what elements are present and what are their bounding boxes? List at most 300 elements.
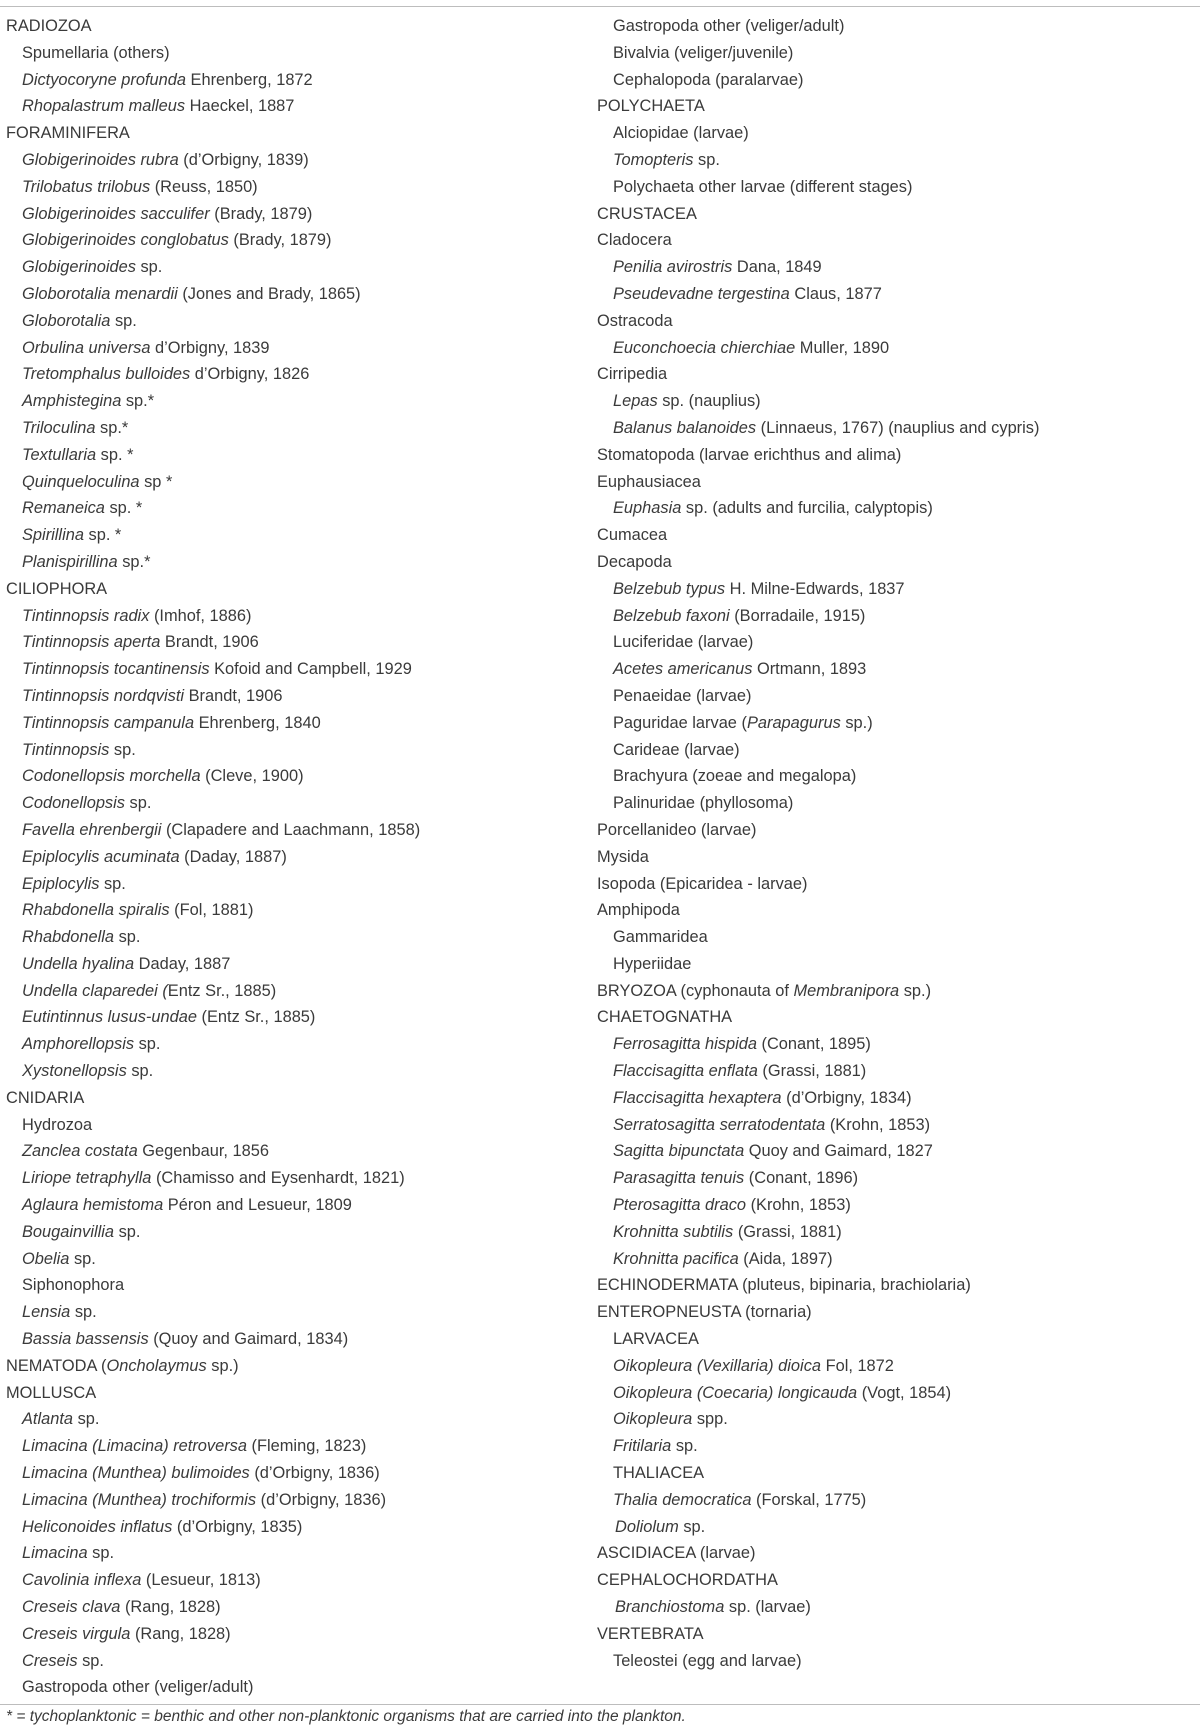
taxon-text: CNIDARIA — [6, 1088, 85, 1107]
taxon-name: Limacina — [22, 1544, 88, 1563]
taxon-name: Oikopleura — [613, 1410, 693, 1429]
taxon-name: Epiplocylis — [22, 874, 100, 893]
taxon-name: Membranipora — [793, 981, 900, 1000]
taxon-name: Remaneica — [22, 499, 105, 518]
taxon-text: Decapoda — [597, 552, 672, 571]
taxon-group-heading — [597, 308, 1197, 335]
taxon-entry — [597, 254, 1197, 281]
taxon-entry — [597, 710, 1197, 737]
taxon-group-heading — [6, 1353, 586, 1380]
taxon-name: Belzebub faxoni — [613, 606, 730, 625]
taxon-name: Tintinnopsis radix — [22, 606, 150, 625]
taxon-entry — [6, 817, 586, 844]
taxon-text: VERTEBRATA — [597, 1624, 704, 1643]
taxon-text: sp.* — [95, 418, 129, 437]
taxon-text: Gegenbaur, 1856 — [137, 1142, 269, 1161]
taxon-group-heading — [597, 978, 1197, 1005]
taxon-entry — [597, 1433, 1197, 1460]
taxon-name: Oncholaymus — [106, 1356, 207, 1375]
taxon-name: Ferrosagitta hispida — [613, 1035, 757, 1054]
taxon-name: Rhopalastrum malleus — [22, 97, 186, 116]
table-top-rule — [0, 6, 1200, 7]
taxon-name: Pterosagitta draco — [613, 1196, 747, 1215]
taxon-text: Ehrenberg, 1840 — [194, 713, 321, 732]
taxon-text: sp. — [114, 928, 141, 947]
taxon-text: (Forskal, 1775) — [751, 1490, 867, 1509]
taxon-text: Ehrenberg, 1872 — [186, 70, 313, 89]
taxon-text: Dana, 1849 — [732, 258, 822, 277]
taxon-text: Teleostei (egg and larvae) — [613, 1651, 802, 1670]
taxon-name: Pseudevadne tergestina — [613, 284, 790, 303]
taxon-text: Cephalopoda (paralarvae) — [613, 70, 804, 89]
taxon-entry — [597, 1648, 1197, 1675]
taxon-name: Favella ehrenbergii — [22, 820, 162, 839]
taxon-name: Rhabdonella spiralis — [22, 901, 170, 920]
taxon-entry — [597, 683, 1197, 710]
taxon-entry — [597, 1192, 1197, 1219]
taxon-entry — [6, 93, 586, 120]
taxon-text: ENTEROPNEUSTA (tornaria) — [597, 1303, 812, 1322]
taxon-name: Tintinnopsis tocantinensis — [22, 660, 210, 679]
taxon-text: (Quoy and Gaimard, 1834) — [148, 1330, 349, 1349]
taxon-text: Paguridae larvae ( — [613, 713, 747, 732]
taxon-text: sp. (adults and furcilia, calyptopis) — [681, 499, 933, 518]
taxon-name: Lepas — [613, 392, 658, 411]
taxon-text: (Daday, 1887) — [179, 847, 287, 866]
taxon-entry — [6, 40, 586, 67]
taxon-name: Dictyocoryne profunda — [22, 70, 186, 89]
taxon-name: Tretomphalus bulloides — [22, 365, 191, 384]
taxon-text: Péron and Lesueur, 1809 — [163, 1196, 352, 1215]
taxon-entry — [6, 415, 586, 442]
taxon-entry — [6, 629, 586, 656]
taxon-text: sp.* — [121, 392, 155, 411]
taxon-text: d’Orbigny, 1839 — [150, 338, 270, 357]
taxon-text: (Brady, 1879) — [228, 231, 332, 250]
taxon-text: NEMATODA ( — [6, 1356, 107, 1375]
taxon-entry — [6, 1272, 586, 1299]
taxon-group-heading — [6, 1085, 586, 1112]
taxon-name: Parasagitta tenuis — [613, 1169, 745, 1188]
taxon-text: sp.) — [840, 713, 873, 732]
taxon-entry — [6, 1165, 586, 1192]
taxon-text: (Entz Sr., 1885) — [196, 1008, 316, 1027]
taxon-entry — [597, 1246, 1197, 1273]
taxon-entry — [6, 1540, 586, 1567]
taxon-text: Brandt, 1906 — [184, 686, 283, 705]
taxon-text: (d’Orbigny, 1834) — [781, 1088, 912, 1107]
taxon-entry — [597, 1406, 1197, 1433]
taxon-text: sp.) — [899, 981, 932, 1000]
taxon-group-heading — [597, 1567, 1197, 1594]
taxon-text: Ortmann, 1893 — [752, 660, 867, 679]
taxon-group-heading — [597, 93, 1197, 120]
taxon-group-heading — [597, 1621, 1197, 1648]
taxon-text: Kofoid and Campbell, 1929 — [209, 660, 412, 679]
taxon-text: (Linnaeus, 1767) (nauplius and cypris) — [756, 418, 1040, 437]
taxon-name: Serratosagitta serratodentata — [613, 1115, 826, 1134]
taxon-entry — [6, 763, 586, 790]
taxon-text: Gammaridea — [613, 928, 708, 947]
taxon-text: sp.) — [206, 1356, 239, 1375]
taxon-name: Tintinnopsis campanula — [22, 713, 195, 732]
taxon-text: Cumacea — [597, 526, 668, 545]
taxon-name: Tomopteris — [613, 150, 694, 169]
taxon-text: Spumellaria (others) — [22, 43, 170, 62]
taxon-name: Belzebub typus — [613, 579, 726, 598]
taxon-text: BRYOZOA (cyphonauta of — [597, 981, 794, 1000]
taxon-entry — [597, 335, 1197, 362]
taxon-text: spp. — [692, 1410, 728, 1429]
taxon-name: Orbulina universa — [22, 338, 151, 357]
taxon-entry — [597, 1058, 1197, 1085]
taxon-text: MOLLUSCA — [6, 1383, 97, 1402]
taxon-entry — [6, 1299, 586, 1326]
taxon-entry — [597, 763, 1197, 790]
taxon-entry — [6, 469, 586, 496]
taxon-entry — [597, 388, 1197, 415]
taxon-name: Rhabdonella — [22, 928, 115, 947]
taxon-group-heading — [597, 1004, 1197, 1031]
taxon-text: (Reuss, 1850) — [150, 177, 258, 196]
taxon-name: Branchiostoma — [615, 1598, 725, 1617]
taxon-entry — [6, 147, 586, 174]
taxon-name: Doliolum — [615, 1517, 679, 1536]
taxon-entry — [597, 13, 1197, 40]
taxon-group-heading — [6, 13, 586, 40]
taxon-text: (Fol, 1881) — [169, 901, 254, 920]
taxon-text: THALIACEA — [613, 1464, 705, 1483]
taxon-entry — [6, 1433, 586, 1460]
taxon-entry — [597, 281, 1197, 308]
taxon-group-heading — [597, 549, 1197, 576]
taxon-text: Muller, 1890 — [795, 338, 890, 357]
taxon-text: Cirripedia — [597, 365, 668, 384]
taxon-entry — [6, 656, 586, 683]
taxon-text: (Krohn, 1853) — [746, 1196, 851, 1215]
taxon-name: Thalia democratica — [613, 1490, 752, 1509]
taxon-name: Quinqueloculina — [22, 472, 140, 491]
taxon-text: Quoy and Gaimard, 1827 — [744, 1142, 933, 1161]
taxon-entry — [597, 120, 1197, 147]
taxon-text: (Borradaile, 1915) — [729, 606, 866, 625]
taxon-text: sp. — [77, 1651, 104, 1670]
taxon-text: sp.* — [117, 552, 151, 571]
taxon-entry — [597, 1353, 1197, 1380]
taxon-text: sp. — [73, 1410, 100, 1429]
taxon-text: sp. (nauplius) — [657, 392, 761, 411]
taxon-group-heading — [6, 576, 586, 603]
taxon-group-heading — [597, 227, 1197, 254]
taxon-text: (Conant, 1895) — [756, 1035, 871, 1054]
taxon-entry — [6, 388, 586, 415]
taxon-entry — [597, 603, 1197, 630]
taxon-name: Bassia bassensis — [22, 1330, 149, 1349]
taxon-entry — [6, 227, 586, 254]
taxon-text: (Grassi, 1881) — [757, 1062, 867, 1081]
taxon-text: sp. * — [104, 499, 143, 518]
taxon-entry — [6, 308, 586, 335]
taxon-entry — [597, 67, 1197, 94]
taxon-entry — [6, 254, 586, 281]
taxon-entry — [597, 1112, 1197, 1139]
taxon-text: sp. — [69, 1249, 96, 1268]
taxon-name: Liriope tetraphylla — [22, 1169, 152, 1188]
taxon-name: Atlanta — [22, 1410, 74, 1429]
taxon-entry — [6, 1460, 586, 1487]
taxon-text: Amphipoda — [597, 901, 680, 920]
taxon-name: Tintinnopsis nordqvisti — [22, 686, 185, 705]
taxon-text: (Lesueur, 1813) — [141, 1571, 261, 1590]
taxon-entry — [597, 40, 1197, 67]
taxon-entry — [6, 495, 586, 522]
taxon-text: Brandt, 1906 — [160, 633, 259, 652]
taxon-text: (d’Orbigny, 1836) — [256, 1490, 387, 1509]
taxon-text: sp. — [70, 1303, 97, 1322]
taxon-text: Ostracoda — [597, 311, 673, 330]
taxon-entry — [6, 1246, 586, 1273]
taxon-name: Undella hyalina — [22, 954, 135, 973]
taxon-entry — [6, 201, 586, 228]
taxon-text: POLYCHAETA — [597, 97, 705, 116]
taxon-text: sp. (larvae) — [724, 1598, 811, 1617]
taxon-text: Isopoda (Epicaridea - larvae) — [597, 874, 808, 893]
taxon-name: Globigerinoides conglobatus — [22, 231, 229, 250]
taxon-name: Parapagurus — [746, 713, 841, 732]
taxon-name: Codonellopsis — [22, 794, 125, 813]
taxon-text: (Rang, 1828) — [130, 1624, 231, 1643]
taxon-entry — [6, 951, 586, 978]
taxon-entry — [6, 1406, 586, 1433]
taxon-text: sp. — [124, 794, 152, 813]
taxon-text: Mysida — [597, 847, 649, 866]
taxon-text: (Vogt, 1854) — [857, 1383, 952, 1402]
taxon-entry — [6, 1112, 586, 1139]
taxon-text: CEPHALOCHORDATHA — [597, 1571, 778, 1590]
taxon-entry — [6, 1004, 586, 1031]
taxon-entry — [597, 1031, 1197, 1058]
taxon-text: Fol, 1872 — [821, 1356, 894, 1375]
table-bottom-rule — [0, 1704, 1200, 1705]
taxon-entry — [597, 629, 1197, 656]
taxon-text: CHAETOGNATHA — [597, 1008, 733, 1027]
taxon-entry — [6, 522, 586, 549]
taxon-text: sp * — [139, 472, 173, 491]
taxon-entry — [597, 1219, 1197, 1246]
taxon-entry — [6, 683, 586, 710]
taxon-name: Globorotalia — [22, 311, 111, 330]
taxon-group-heading — [597, 871, 1197, 898]
taxon-entry — [6, 1031, 586, 1058]
taxon-text: FORAMINIFERA — [6, 124, 130, 143]
taxon-entry — [6, 67, 586, 94]
taxon-entry — [597, 1165, 1197, 1192]
taxon-name: Globigerinoides sacculifer — [22, 204, 210, 223]
taxon-name: Oikopleura (Coecaria) longicauda — [613, 1383, 858, 1402]
taxon-entry — [597, 924, 1197, 951]
taxon-entry — [6, 1514, 586, 1541]
taxon-entry — [6, 871, 586, 898]
taxon-entry — [597, 656, 1197, 683]
taxon-text: RADIOZOA — [6, 17, 92, 35]
taxon-entry — [597, 495, 1197, 522]
taxon-group-heading — [597, 522, 1197, 549]
taxon-entry — [6, 442, 586, 469]
taxon-text: ASCIDIACEA (larvae) — [597, 1544, 756, 1563]
taxon-name: Creseis virgula — [22, 1624, 131, 1643]
taxon-entry — [6, 897, 586, 924]
taxon-name: Creseis clava — [22, 1598, 121, 1617]
taxon-entry — [6, 1621, 586, 1648]
taxon-text: Euphausiacea — [597, 472, 701, 491]
taxon-name: Flaccisagitta enflata — [613, 1062, 758, 1081]
taxon-group-heading — [597, 1299, 1197, 1326]
taxon-text: Gastropoda other (veliger/adult) — [613, 17, 845, 35]
taxon-entry — [6, 1567, 586, 1594]
taxon-name: Lensia — [22, 1303, 71, 1322]
taxon-text: Hydrozoa — [22, 1115, 93, 1134]
taxon-name: Creseis — [22, 1651, 78, 1670]
taxon-text: Stomatopoda (larvae erichthus and alima) — [597, 445, 902, 464]
taxon-text: Luciferidae (larvae) — [613, 633, 754, 652]
taxon-name: Balanus balanoides — [613, 418, 757, 437]
taxon-text: Alciopidae (larvae) — [613, 124, 749, 143]
taxon-text: (Grassi, 1881) — [733, 1222, 842, 1241]
taxon-text: CILIOPHORA — [6, 579, 108, 598]
taxon-name: Fritilaria — [613, 1437, 672, 1456]
taxon-name: Trilobatus trilobus — [22, 177, 151, 196]
taxon-text: sp. — [99, 874, 126, 893]
taxon-group-heading — [597, 897, 1197, 924]
taxon-name: Tintinnopsis aperta — [22, 633, 161, 652]
taxon-name: Epiplocylis acuminata — [22, 847, 180, 866]
taxon-text: Palinuridae (phyllosoma) — [613, 794, 794, 813]
taxon-entry — [6, 1219, 586, 1246]
taxon-text: LARVACEA — [613, 1330, 699, 1349]
taxon-name: Krohnitta pacifica — [613, 1249, 739, 1268]
taxon-text: sp. — [693, 150, 720, 169]
taxon-text: sp. — [110, 311, 137, 330]
taxon-text: Penaeidae (larvae) — [613, 686, 752, 705]
taxon-text: Gastropoda other (veliger/adult) — [22, 1678, 254, 1697]
taxon-text: sp. * — [83, 526, 122, 545]
taxon-text: sp. — [114, 1222, 141, 1241]
taxon-text: Entz Sr., 1885) — [167, 981, 277, 1000]
taxon-name: Euconchoecia chierchiae — [613, 338, 796, 357]
taxon-text: Brachyura (zoeae and megalopa) — [613, 767, 857, 786]
taxon-name: Bougainvillia — [22, 1222, 115, 1241]
taxon-entry — [597, 1138, 1197, 1165]
taxon-entry — [6, 1648, 586, 1675]
taxon-name: Xystonellopsis — [22, 1062, 127, 1081]
taxon-name: Globigerinoides — [22, 258, 136, 277]
taxon-text: Carideae (larvae) — [613, 740, 740, 759]
taxon-entry — [597, 1460, 1197, 1487]
taxon-text: Claus, 1877 — [789, 284, 882, 303]
taxon-entry — [597, 737, 1197, 764]
taxon-text: (Imhof, 1886) — [149, 606, 252, 625]
taxon-text: sp. — [87, 1544, 115, 1563]
taxon-text: (Cleve, 1900) — [200, 767, 304, 786]
taxon-name: Sagitta bipunctata — [613, 1142, 745, 1161]
taxon-entry — [597, 415, 1197, 442]
taxon-group-heading — [597, 201, 1197, 228]
taxon-text: (d’Orbigny, 1836) — [249, 1464, 380, 1483]
taxon-text: (Jones and Brady, 1865) — [177, 284, 361, 303]
taxon-text: (Clapadere and Laachmann, 1858) — [161, 820, 421, 839]
taxon-entry — [6, 1487, 586, 1514]
taxon-name: Globigerinoides rubra — [22, 150, 179, 169]
taxon-entry — [6, 1326, 586, 1353]
taxon-text: (Rang, 1828) — [120, 1598, 221, 1617]
taxon-text: Bivalvia (veliger/juvenile) — [613, 43, 794, 62]
taxon-text: (Chamisso and Eysenhardt, 1821) — [151, 1169, 405, 1188]
taxon-entry — [6, 710, 586, 737]
taxon-text: (d’Orbigny, 1835) — [172, 1517, 303, 1536]
taxon-entry — [6, 1138, 586, 1165]
taxon-entry — [6, 1594, 586, 1621]
taxon-text: d’Orbigny, 1826 — [190, 365, 310, 384]
taxon-entry — [597, 576, 1197, 603]
taxon-entry — [6, 737, 586, 764]
taxon-entry — [6, 174, 586, 201]
taxon-text: Polychaeta other larvae (different stages) — [613, 177, 913, 196]
taxon-text: sp. — [109, 740, 136, 759]
taxon-entry — [6, 603, 586, 630]
taxon-text: Hyperiidae — [613, 954, 692, 973]
taxon-name: Limacina (Limacina) retroversa — [22, 1437, 247, 1456]
taxon-entry — [597, 790, 1197, 817]
taxon-name: Tintinnopsis — [22, 740, 110, 759]
table-column-right — [597, 13, 1197, 1674]
taxon-group-heading — [597, 1272, 1197, 1299]
taxon-text: CRUSTACEA — [597, 204, 697, 223]
taxon-entry — [6, 335, 586, 362]
taxon-text: Cladocera — [597, 231, 672, 250]
taxon-text: sp. * — [96, 445, 134, 464]
taxon-entry — [597, 1514, 1197, 1541]
taxon-group-heading — [597, 469, 1197, 496]
taxon-text: (Brady, 1879) — [209, 204, 313, 223]
taxon-entry — [597, 1380, 1197, 1407]
taxon-entry — [6, 978, 586, 1005]
taxon-group-heading — [597, 1540, 1197, 1567]
taxon-text: sp. — [135, 258, 163, 277]
taxon-name: Obelia — [22, 1249, 70, 1268]
taxon-name: Amphistegina — [22, 392, 122, 411]
taxon-text: sp. — [126, 1062, 154, 1081]
taxon-name: Krohnitta subtilis — [613, 1222, 734, 1241]
taxon-name: Euphasia — [613, 499, 682, 518]
table-column-left — [6, 13, 586, 1701]
taxon-entry — [6, 281, 586, 308]
taxon-text: (Conant, 1896) — [744, 1169, 859, 1188]
taxon-name: Acetes americanus — [613, 660, 753, 679]
taxon-entry — [597, 147, 1197, 174]
taxon-group-heading — [597, 844, 1197, 871]
taxon-entry — [6, 1674, 586, 1701]
taxon-name: Codonellopsis morchella — [22, 767, 201, 786]
taxon-entry — [6, 1192, 586, 1219]
taxon-entry — [6, 549, 586, 576]
taxon-entry — [597, 1326, 1197, 1353]
taxon-text: Daday, 1887 — [134, 954, 231, 973]
taxon-text: (Fleming, 1823) — [247, 1437, 367, 1456]
taxon-name: Limacina (Munthea) bulimoides — [22, 1464, 250, 1483]
taxon-name: Oikopleura (Vexillaria) dioica — [613, 1356, 822, 1375]
taxon-text: Porcellanideo (larvae) — [597, 820, 757, 839]
taxon-text: (Aida, 1897) — [738, 1249, 833, 1268]
